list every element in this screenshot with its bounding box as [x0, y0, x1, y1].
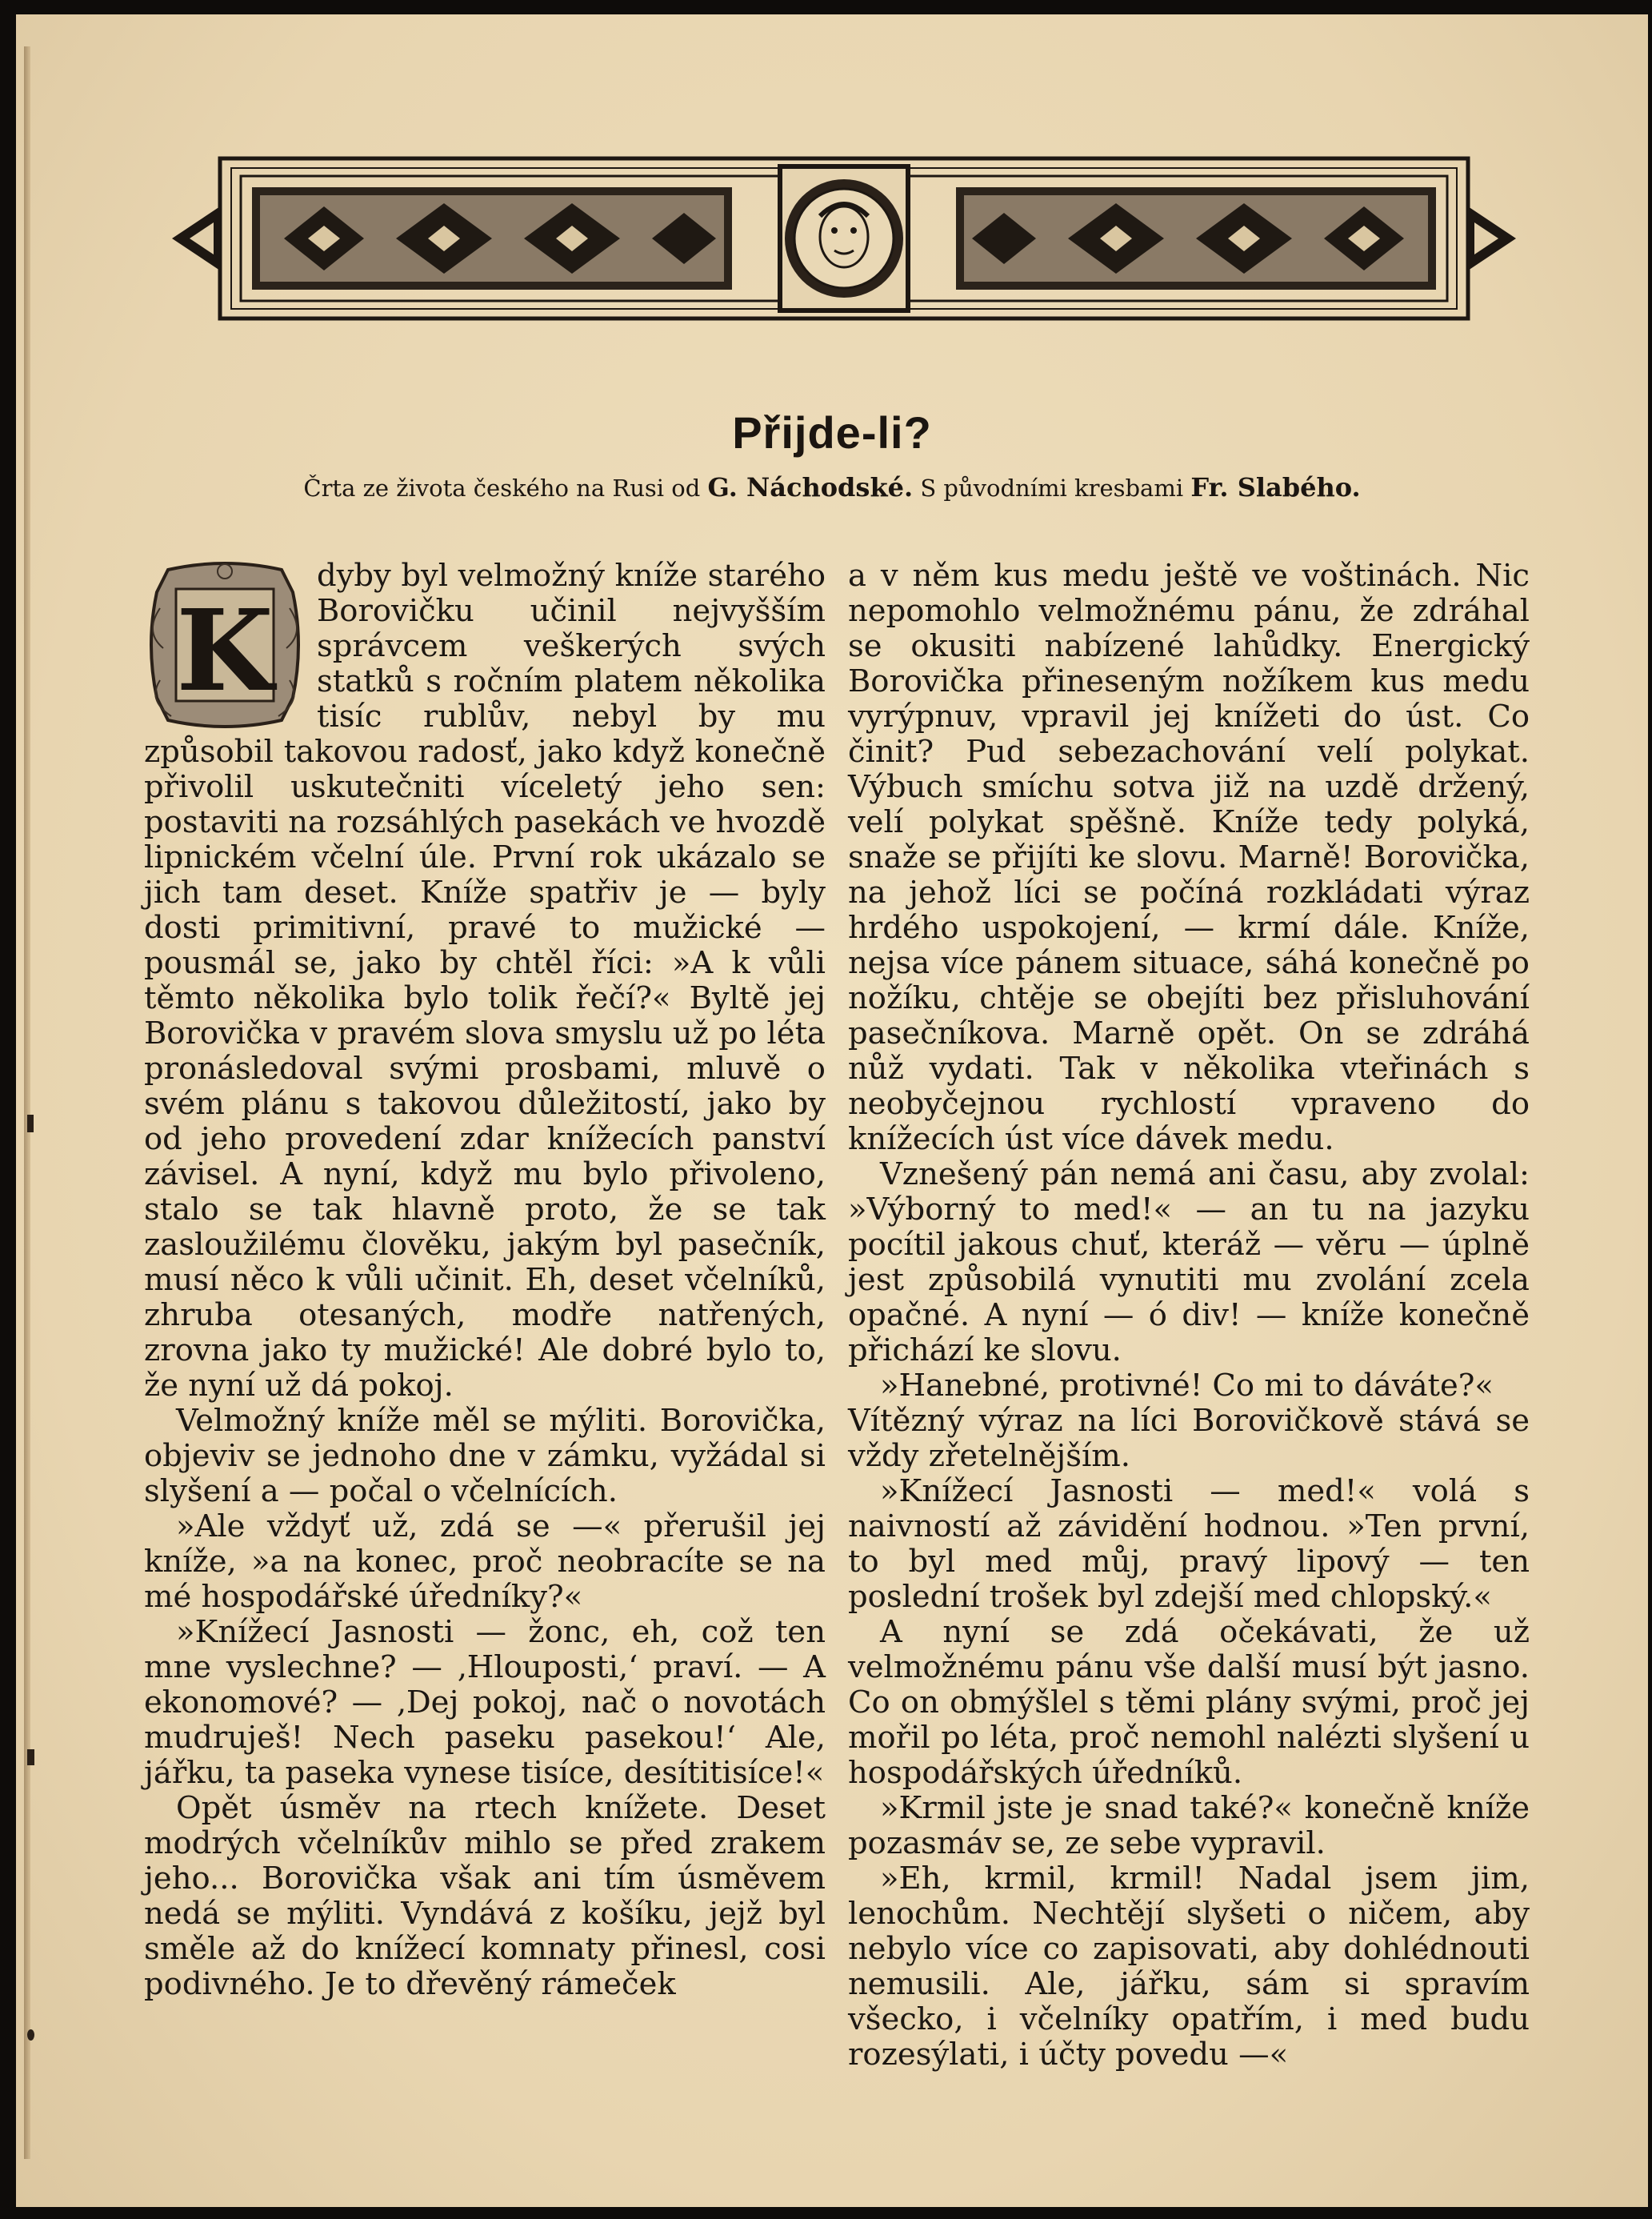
paragraph: »Knížecí Jasnosti — med!« volá s naivností až závidění hodnou. »Ten první, to byl med můj, pravý lipový — ten poslední trošek byl zdejší med chlopský.«	[848, 1473, 1530, 1615]
margin-mark	[27, 2029, 34, 2041]
paragraph: »Eh, krmil, krmil! Nadal jsem jim, lenochům. Nechtějí slyšeti o ničem, aby nebylo více co zapisovati, aby dohlédnouti nemusili. Ale, jářku, sám si spravím všecko, i včelníky opatřím, i med budu rozesýlati, i účty povedu —«	[848, 1861, 1530, 2073]
margin-mark	[27, 1115, 34, 1132]
binding-edge	[24, 46, 30, 2159]
margin-mark	[27, 1749, 34, 1765]
paragraph: dyby byl velmožný kníže starého Borovičku učinil nejvyšším správcem veškerých svých statků s ročním platem několika tisíc rublův, nebyl by mu způsobil takovou radosť, jako když konečně přivolil uskutečniti víceletý jeho sen: postaviti na rozsáhlých pasekách ve hvozdě lipnickém včelní úle. První rok ukázalo se jich tam deset. Kníže spatřiv je — byly dosti primitivní, pravé to mužické — pousmál se, jako by chtěl říci: »A k vůli těmto několika bylo tolik řečí?« Byltě jej Borovička v pravém slova smyslu už po léta pronásledoval svými prosbami, mluvě o svém plánu s takovou důležitostí, jako by od jeho provedení zdar knížecích panství závisel. A nyní, když mu bylo přivoleno, stalo se tak hlavně proto, že se tak zasloužilému člověku, jakým byl pasečník, musí něco k vůli učinit. Eh, deset včelníků, zhruba otesaných, modře natřených, zrovna jako ty mužické! Ale dobré bylo to, že nyní už dá pokoj.	[144, 558, 826, 1404]
paragraph: Vítězný výraz na líci Borovičkově stává se vždy zřetelnějším.	[848, 1403, 1530, 1474]
text-column-right	[848, 559, 1530, 2073]
paragraph: »Hanebné, protivné! Co mi to dáváte?«	[880, 1368, 1494, 1404]
paragraph: Opět úsměv na rtech knížete. Deset modrých včelníkův mihlo se před zrakem jeho... Borovička však ani tím úsměvem nedá se mýliti. Vyndává z košíku, jejž byl směle až do knížecí komnaty přinesl, cosi podivného. Je to dřevěný rámeček	[144, 1790, 826, 2002]
paragraph: »Knížecí Jasnosti — žonc, eh, což ten mne vyslechne? — ‚Hlouposti,‘ praví. — A ekonomové? — ‚Dej pokoj, nač o novotách mudruješ! Nech paseku pasekou!‘ Ale, jářku, ta paseka vynese tisíce, desítitisíce!«	[144, 1614, 826, 1791]
ornamental-header-banner	[164, 142, 1524, 334]
paragraph: a v něm kus medu ještě ve voštinách. Nic nepomohlo velmožnému pánu, že zdráhal se okusiti nabízené lahůdky. Energický Borovička přineseným nožíkem kus medu vyrýpnuv, vpravil jej knížeti do úst. Co činit? Pud sebezachování velí polykat. Výbuch smíchu sotva již na uzdě držený, velí polykat spěšně. Kníže tedy polyká, snaže se přijíti ke slovu. Marně! Borovička, na jehož líci se počíná rozkládati výraz hrdého uspokojení, — krmí dále. Kníže, nejsa více pánem situace, sáhá konečně po nožíku, chtěje se obejíti bez přisluhování pasečníkova. Marně opět. On se zdráhá nůž vydati. Tak v několika vteřinách s neobyčejnou rychlostí vpraveno do knížecích úst více dávek medu.	[848, 558, 1530, 1157]
text-column-left	[144, 559, 826, 2002]
illustrator-name: Fr. Slabého.	[1190, 472, 1361, 503]
article-title: Přijde-li?	[732, 407, 932, 458]
decorated-initial	[144, 560, 306, 730]
page	[16, 14, 1648, 2207]
subtitle-illustrations: S původními kresbami	[920, 475, 1184, 502]
subtitle-prefix: Črta ze života českého na Rusi od	[303, 475, 701, 502]
paragraph: Velmožný kníže měl se mýliti. Borovička, objeviv se jednoho dne v zámku, vyžádal si slyšení a — počal o včelnících.	[144, 1403, 826, 1509]
paragraph: »Krmil jste je snad také?« konečně kníže pozasmáv se, ze sebe vypravil.	[848, 1790, 1530, 1861]
paragraph: »Ale vždyť už, zdá se —« přerušil jej kníže, »a na konec, proč neobracíte se na mé hospodářské úředníky?«	[144, 1508, 826, 1615]
author-name: G. Náchodské.	[707, 472, 914, 503]
paragraph: Vznešený pán nemá ani času, aby zvolal: »Výborný to med!« — an tu na jazyku pocítil jakous chuť, kteráž — věru — úplně jest způsobilá vynutiti mu zvolání zcela opačné. A nyní — ó div! — kníže konečně přichází ke slovu.	[848, 1156, 1530, 1368]
dropcap-letter: K	[176, 586, 274, 717]
article-subtitle	[16, 472, 1648, 503]
paragraph: A nyní se zdá očekávati, že už velmožnému pánu vše další musí být jasno. Co on obmýšlel s těmi plány svými, proč jej mořil po léta, proč nemohl nalézti slyšení u hospodářských úředníků.	[848, 1614, 1530, 1791]
